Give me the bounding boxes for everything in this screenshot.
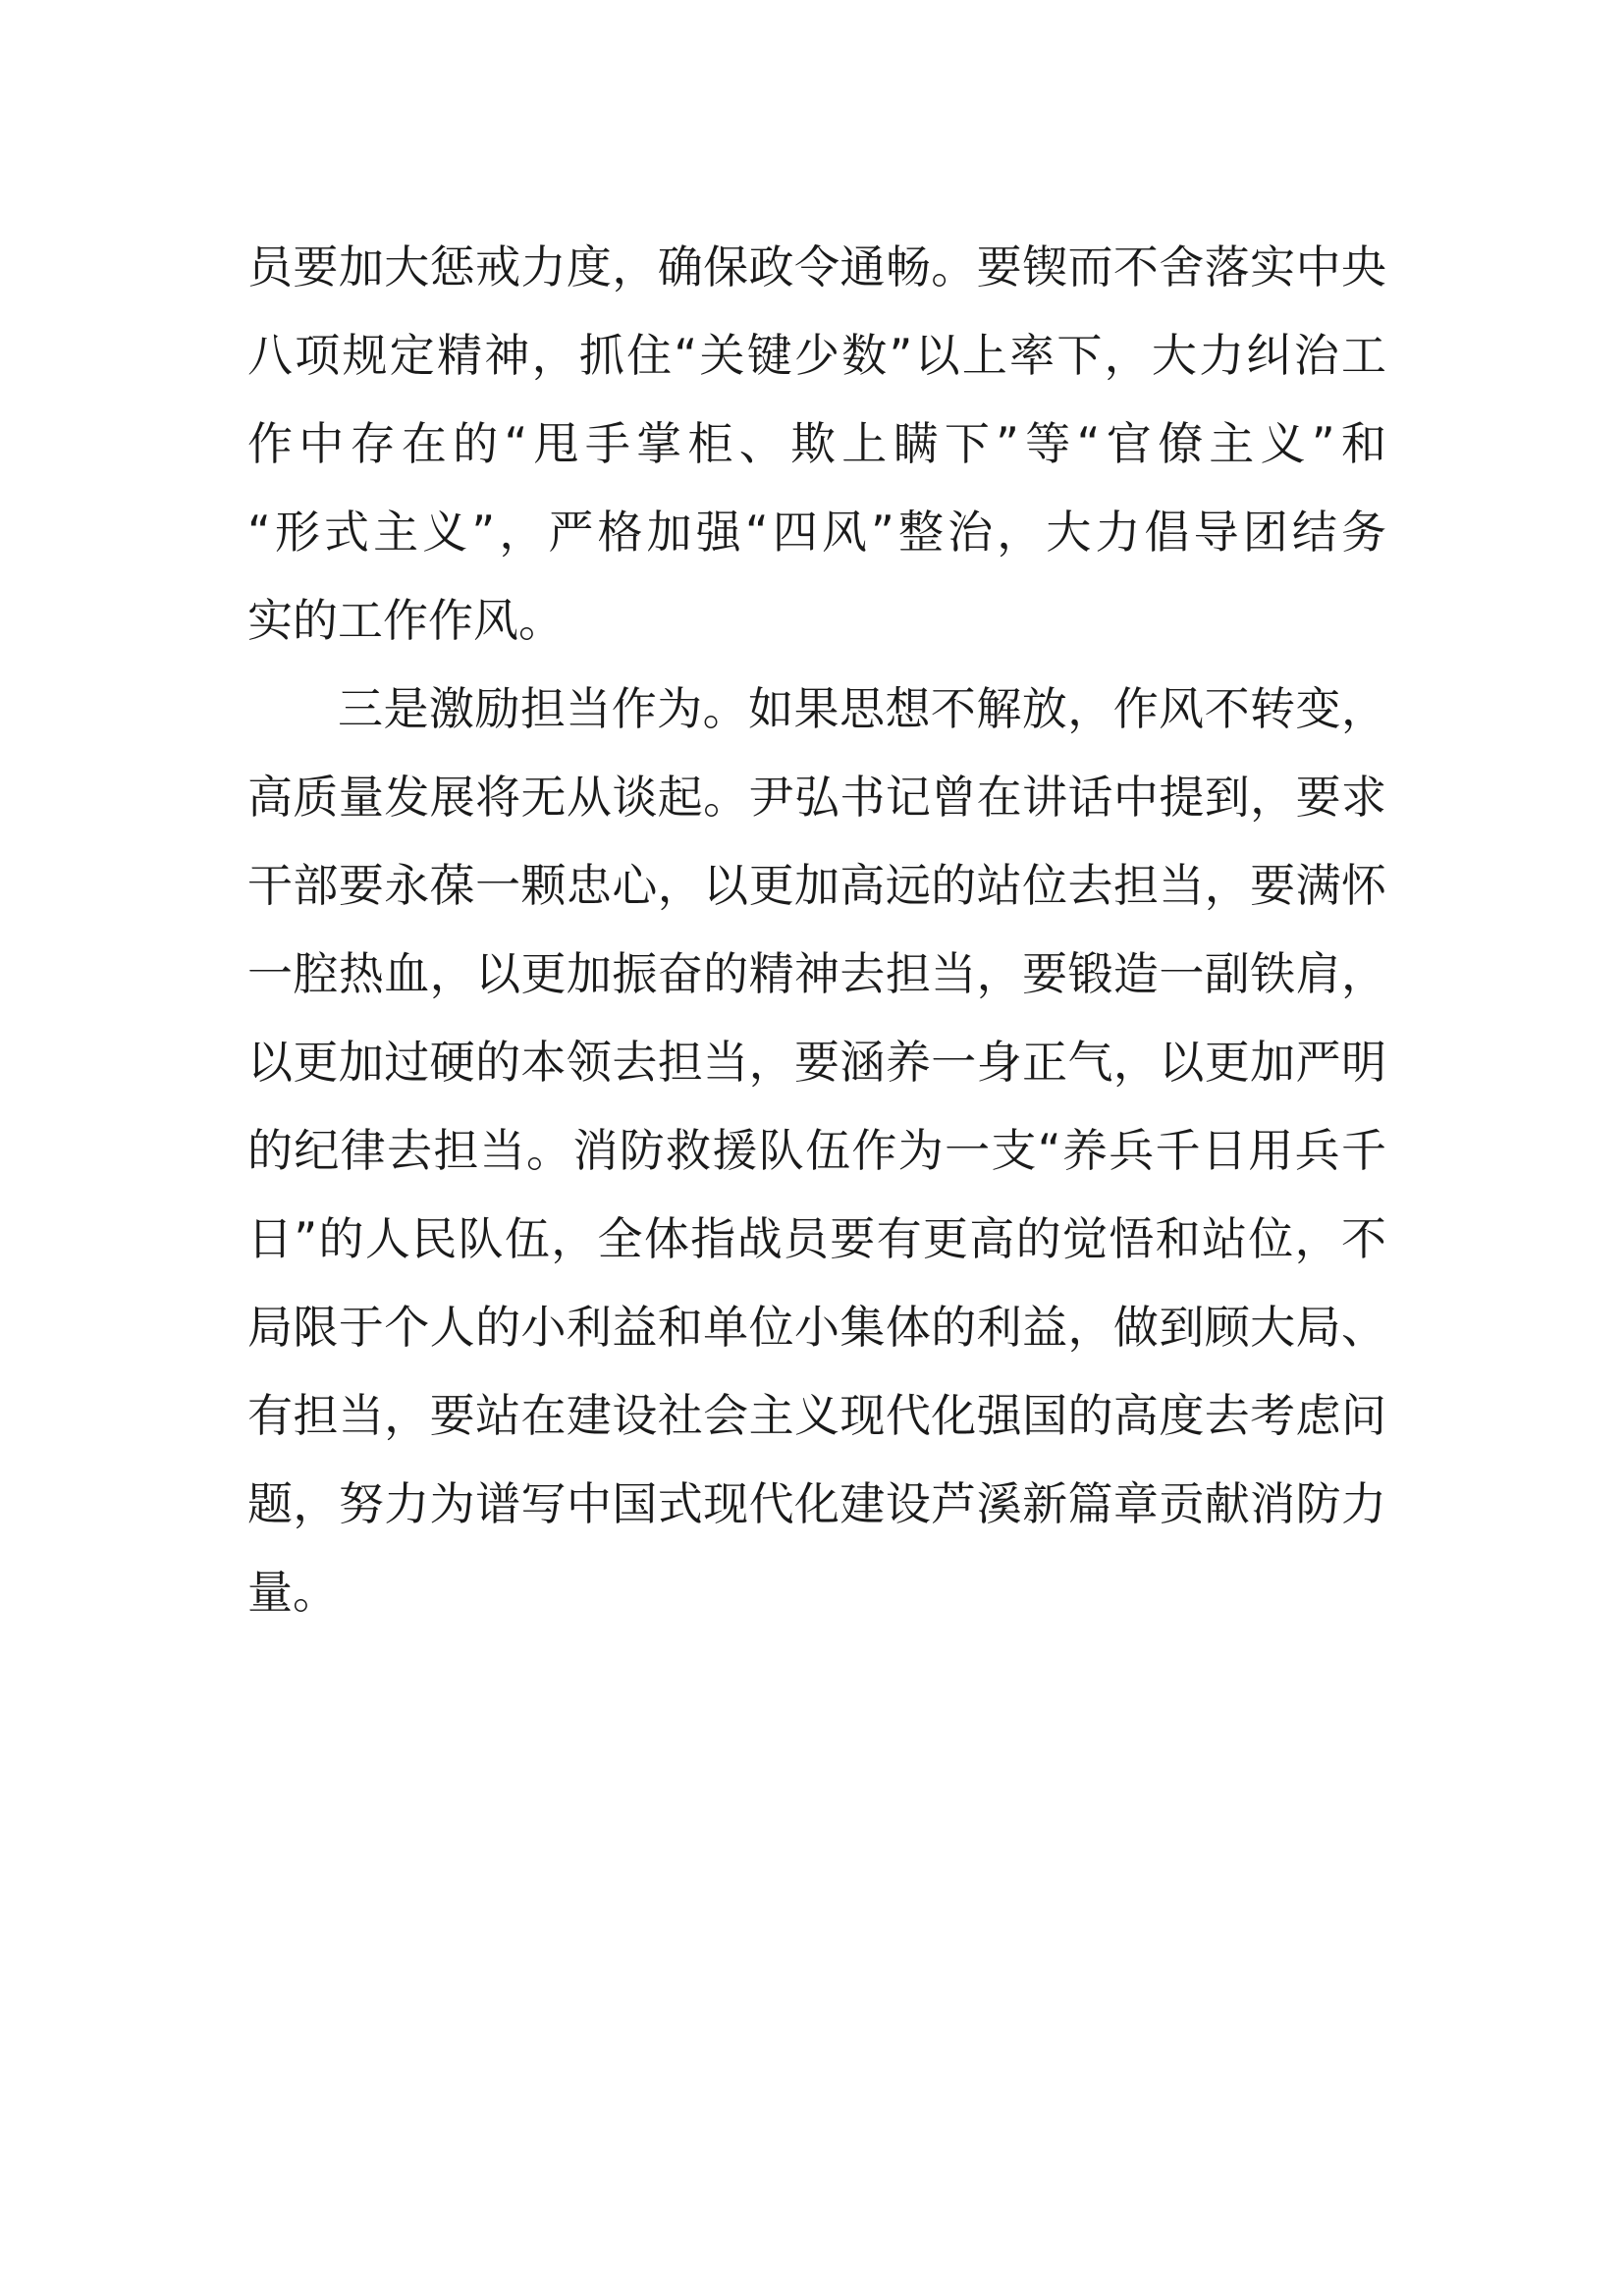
text-line: 有担当，要站在建设社会主义现代化强国的高度去考虑问 <box>247 1389 1387 1442</box>
text-line: 作中存在的“甩手掌柜、欺上瞒下”等“官僚主义”和 <box>247 417 1393 470</box>
text-line: 干部要永葆一颗忠心，以更加高远的站位去担当，要满怀 <box>247 859 1387 912</box>
text-line: 一腔热血，以更加振奋的精神去担当，要锻造一副铁肩， <box>247 947 1387 1000</box>
text-line: 实的工作作风。 <box>247 594 564 647</box>
text-line: 三是激励担当作为。如果思想不解放，作风不转变， <box>338 682 1387 735</box>
text-line: 日”的人民队伍，全体指战员要有更高的觉悟和站位，不 <box>247 1212 1388 1265</box>
body-text <box>247 223 1393 1636</box>
text-line: 题，努力为谱写中国式现代化建设芦溪新篇章贡献消防力 <box>247 1477 1387 1530</box>
text-line: 高质量发展将无从谈起。尹弘书记曾在讲话中提到，要求 <box>247 771 1387 824</box>
text-line: 的纪律去担当。消防救援队伍作为一支“养兵千日用兵千 <box>247 1124 1388 1177</box>
text-line: “形式主义”，严格加强“四风”整治，大力倡导团结务 <box>247 506 1391 559</box>
text-line: 以更加过硬的本领去担当，要涵养一身正气，以更加严明 <box>247 1036 1387 1089</box>
text-line: 八项规定精神，抓住“关键少数”以上率下，大力纠治工 <box>247 329 1389 382</box>
text-line: 量。 <box>247 1566 338 1619</box>
text-line: 局限于个人的小利益和单位小集体的利益，做到顾大局、 <box>247 1301 1387 1354</box>
text-line: 员要加大惩戒力度，确保政令通畅。要锲而不舍落实中央 <box>247 240 1387 294</box>
